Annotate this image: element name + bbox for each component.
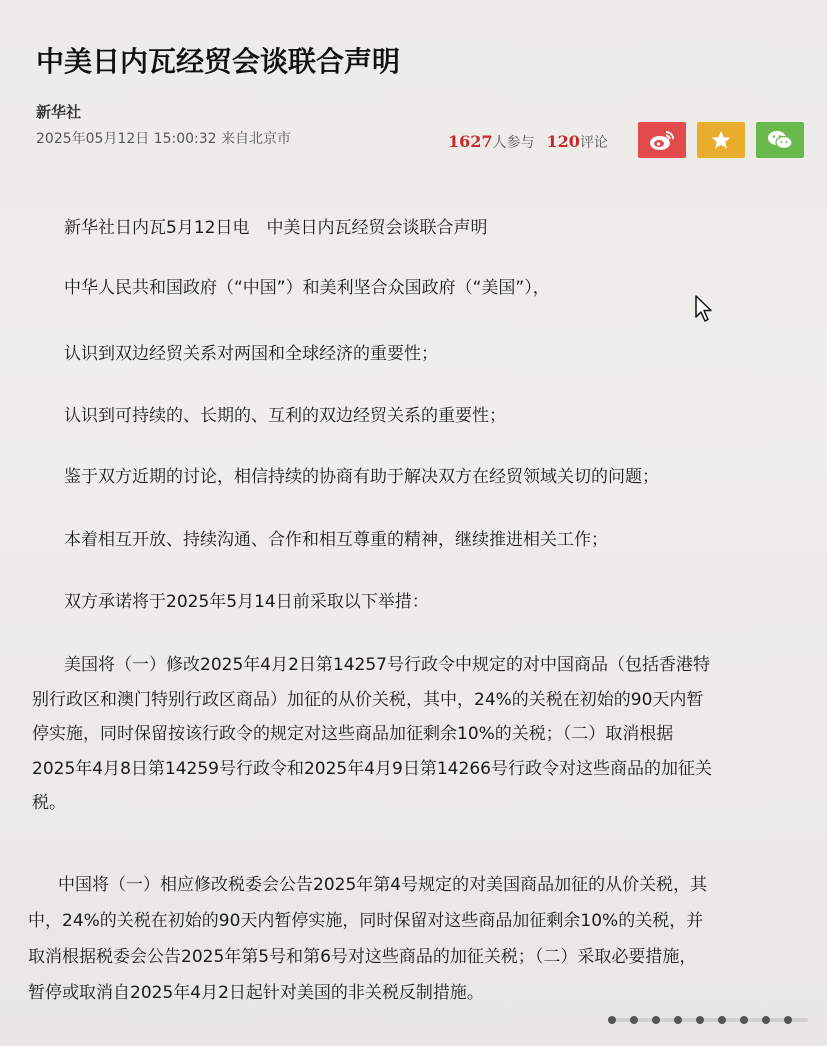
body-line: 中华人民共和国政府（“中国”）和美利坚合众国政府（“美国”），: [64, 278, 550, 298]
indicator-dot: [630, 1016, 638, 1024]
article-source[interactable]: 新华社: [36, 103, 82, 121]
indicator-dot: [652, 1016, 660, 1024]
us-paragraph-line: 2025年4月8日第14259号行政令和2025年4月9日第14266号行政令对这些商品的加征关: [32, 759, 712, 779]
cn-paragraph-line: 中国将（一）相应修改税委会公告2025年第4号规定的对美国商品加征的从价关税，其: [58, 875, 708, 895]
indicator-dot: [718, 1016, 726, 1024]
article-origin: 来自北京市: [221, 131, 292, 147]
article-datetime: 2025年05月12日 15:00:32: [36, 131, 217, 147]
indicator-dot: [608, 1016, 616, 1024]
cn-paragraph-line: 暂停或取消自2025年4月2日起针对美国的非关税反制措施。: [28, 983, 484, 1003]
indicator-dot: [674, 1016, 682, 1024]
cn-paragraph-line: 取消根据税委会公告2025年第5号和第6号对这些商品的加征关税；（二）采取必要措施，: [28, 947, 697, 967]
indicator-dot: [784, 1016, 792, 1024]
mouse-cursor-icon: [695, 295, 713, 327]
us-paragraph-line: 停实施，同时保留按该行政令的规定对这些商品加征剩余10%的关税；（二）取消根据: [32, 724, 674, 744]
us-paragraph-line: 美国将（一）修改2025年4月2日第14257号行政令中规定的对中国商品（包括香港特: [64, 655, 710, 675]
body-line: 鉴于双方近期的讨论，相信持续的协商有助于解决双方在经贸领域关切的问题；: [64, 467, 659, 487]
cn-paragraph-line: 中，24%的关税在初始的90天内暂停实施，同时保留对这些商品加征剩余10%的关税，并: [28, 911, 704, 931]
participants-count: 1627: [448, 132, 493, 151]
indicator-dot: [762, 1016, 770, 1024]
body-line: 认识到双边经贸关系对两国和全球经济的重要性；: [64, 344, 438, 364]
indicator-dot: [696, 1016, 704, 1024]
us-paragraph-line: 税。: [32, 793, 66, 813]
body-line: 本着相互开放、持续沟通、合作和相互尊重的精神，继续推进相关工作；: [64, 530, 608, 550]
indicator-dot: [740, 1016, 748, 1024]
body-line: 认识到可持续的、长期的、互利的双边经贸关系的重要性；: [64, 406, 506, 426]
body-line: 新华社日内瓦5月12日电 中美日内瓦经贸会谈联合声明: [64, 218, 488, 238]
comments-label[interactable]: 评论: [579, 135, 608, 151]
page-indicator: [608, 1013, 808, 1027]
us-paragraph-line: 别行政区和澳门特别行政区商品）加征的从价关税，其中，24%的关税在初始的90天内暂: [32, 690, 704, 710]
body-line: 双方承诺将于2025年5月14日前采取以下举措：: [64, 592, 429, 612]
participants-label: 人参与: [492, 135, 535, 151]
article-title: 中美日内瓦经贸会谈联合声明: [36, 45, 401, 78]
comments-count[interactable]: 120: [546, 132, 580, 151]
